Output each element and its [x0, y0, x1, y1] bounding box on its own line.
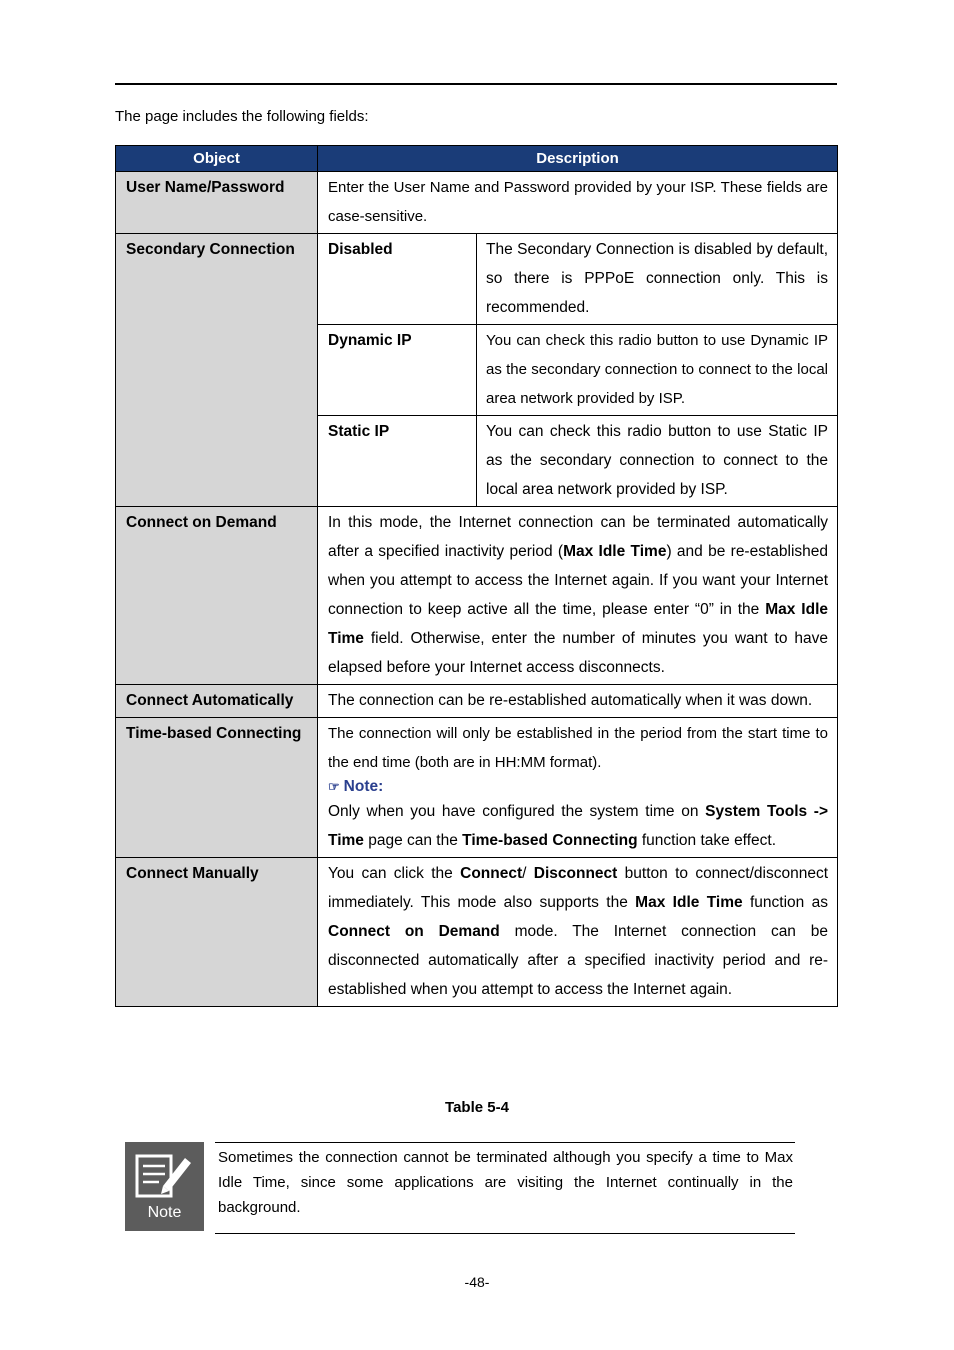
- table-row: [116, 685, 838, 718]
- option-name: Dynamic IP: [318, 325, 477, 416]
- table-header-row: [116, 146, 838, 172]
- text-run: function as: [742, 894, 829, 911]
- note-pencil-icon: [133, 1150, 195, 1202]
- bold-term: Max Idle Time: [328, 601, 829, 647]
- object-cell: Connect on Demand: [116, 507, 318, 685]
- option-name: Static IP: [318, 416, 477, 507]
- table-row: [116, 507, 838, 685]
- table-caption: Table 5-4: [445, 1099, 509, 1116]
- note-bottom-rule: [215, 1233, 795, 1234]
- text-run: button to connect/disconnect immediately. This mode also supports the: [328, 865, 829, 911]
- bold-term: System Tools -> Time: [328, 803, 829, 849]
- text-run: /: [522, 865, 534, 882]
- header-object: Object: [116, 146, 318, 172]
- bold-term: Max Idle Time: [635, 894, 743, 911]
- text-run: ) and be re-established when you attempt to access the Internet again. If you want your Internet connection to keep active all the time, please enter “0” in the: [328, 543, 829, 618]
- table-row: [116, 172, 838, 234]
- text-run: page can the: [363, 832, 463, 849]
- note-badge: [125, 1142, 204, 1231]
- object-cell: Secondary Connection: [116, 234, 318, 507]
- header-description: Description: [318, 146, 838, 172]
- option-description: You can check this radio button to use Static IP as the secondary connection to connect to the local area network provided by ISP.: [477, 416, 838, 507]
- text-run: In this mode, the Internet connection can be terminated automatically after a specified inactivity period (: [328, 514, 829, 560]
- object-cell: Connect Manually: [116, 858, 318, 1007]
- table-row: [116, 234, 838, 325]
- note-badge-label: Note: [147, 1204, 182, 1221]
- text-run: You can click the: [328, 865, 461, 882]
- object-cell: Time-based Connecting: [116, 718, 318, 858]
- fields-table: [115, 145, 838, 1007]
- bold-term: Max Idle Time: [563, 543, 667, 560]
- text-run: Only when you have configured the system time on: [328, 803, 706, 820]
- intro-text: The page includes the following fields:: [115, 108, 369, 125]
- pointing-hand-icon: ☞: [328, 779, 340, 794]
- bold-term: Connect on Demand: [328, 923, 500, 940]
- option-description: You can check this radio button to use Dynamic IP as the secondary connection to connect to the local area network provided by ISP.: [477, 325, 838, 416]
- note-label: Note:: [343, 778, 384, 795]
- bold-term: Time-based Connecting: [462, 832, 638, 849]
- table-row: [116, 718, 838, 858]
- option-name: Disabled: [318, 234, 477, 325]
- inline-note-heading: [328, 777, 828, 797]
- text-run: field. Otherwise, enter the number of minutes you want to have elapsed before your Internet access disconnects.: [328, 630, 829, 676]
- description-cell: [318, 858, 838, 1007]
- table-row: [116, 858, 838, 1007]
- description-cell: The connection can be re-established automatically when it was down.: [318, 685, 838, 718]
- note-top-rule: [215, 1142, 795, 1143]
- description-cell: [318, 507, 838, 685]
- object-cell: User Name/Password: [116, 172, 318, 234]
- note-text: Sometimes the connection cannot be terminated although you specify a time to Max Idle Time, since some applications are visiting the Internet continually in the background.: [218, 1149, 793, 1216]
- inline-note-text: [328, 797, 828, 855]
- option-description: The Secondary Connection is disabled by default, so there is PPPoE connection only. This is recommended.: [477, 234, 838, 325]
- bold-term: Disconnect: [533, 865, 618, 882]
- text-run: function take effect.: [637, 832, 777, 849]
- object-cell: Connect Automatically: [116, 685, 318, 718]
- header-rule: [115, 83, 837, 85]
- page-number: -48-: [464, 1274, 490, 1290]
- bold-term: Connect: [460, 865, 523, 882]
- description-cell: Enter the User Name and Password provided by your ISP. These fields are case-sensitive.: [318, 172, 838, 234]
- text-run: mode. The Internet connection can be disconnected automatically after a specified inactivity period and re-established when you attempt to access the Internet again.: [328, 923, 829, 998]
- time-description: The connection will only be established in the period from the start time to the end time (both are in HH:MM format).: [328, 725, 829, 771]
- description-cell: [318, 718, 838, 858]
